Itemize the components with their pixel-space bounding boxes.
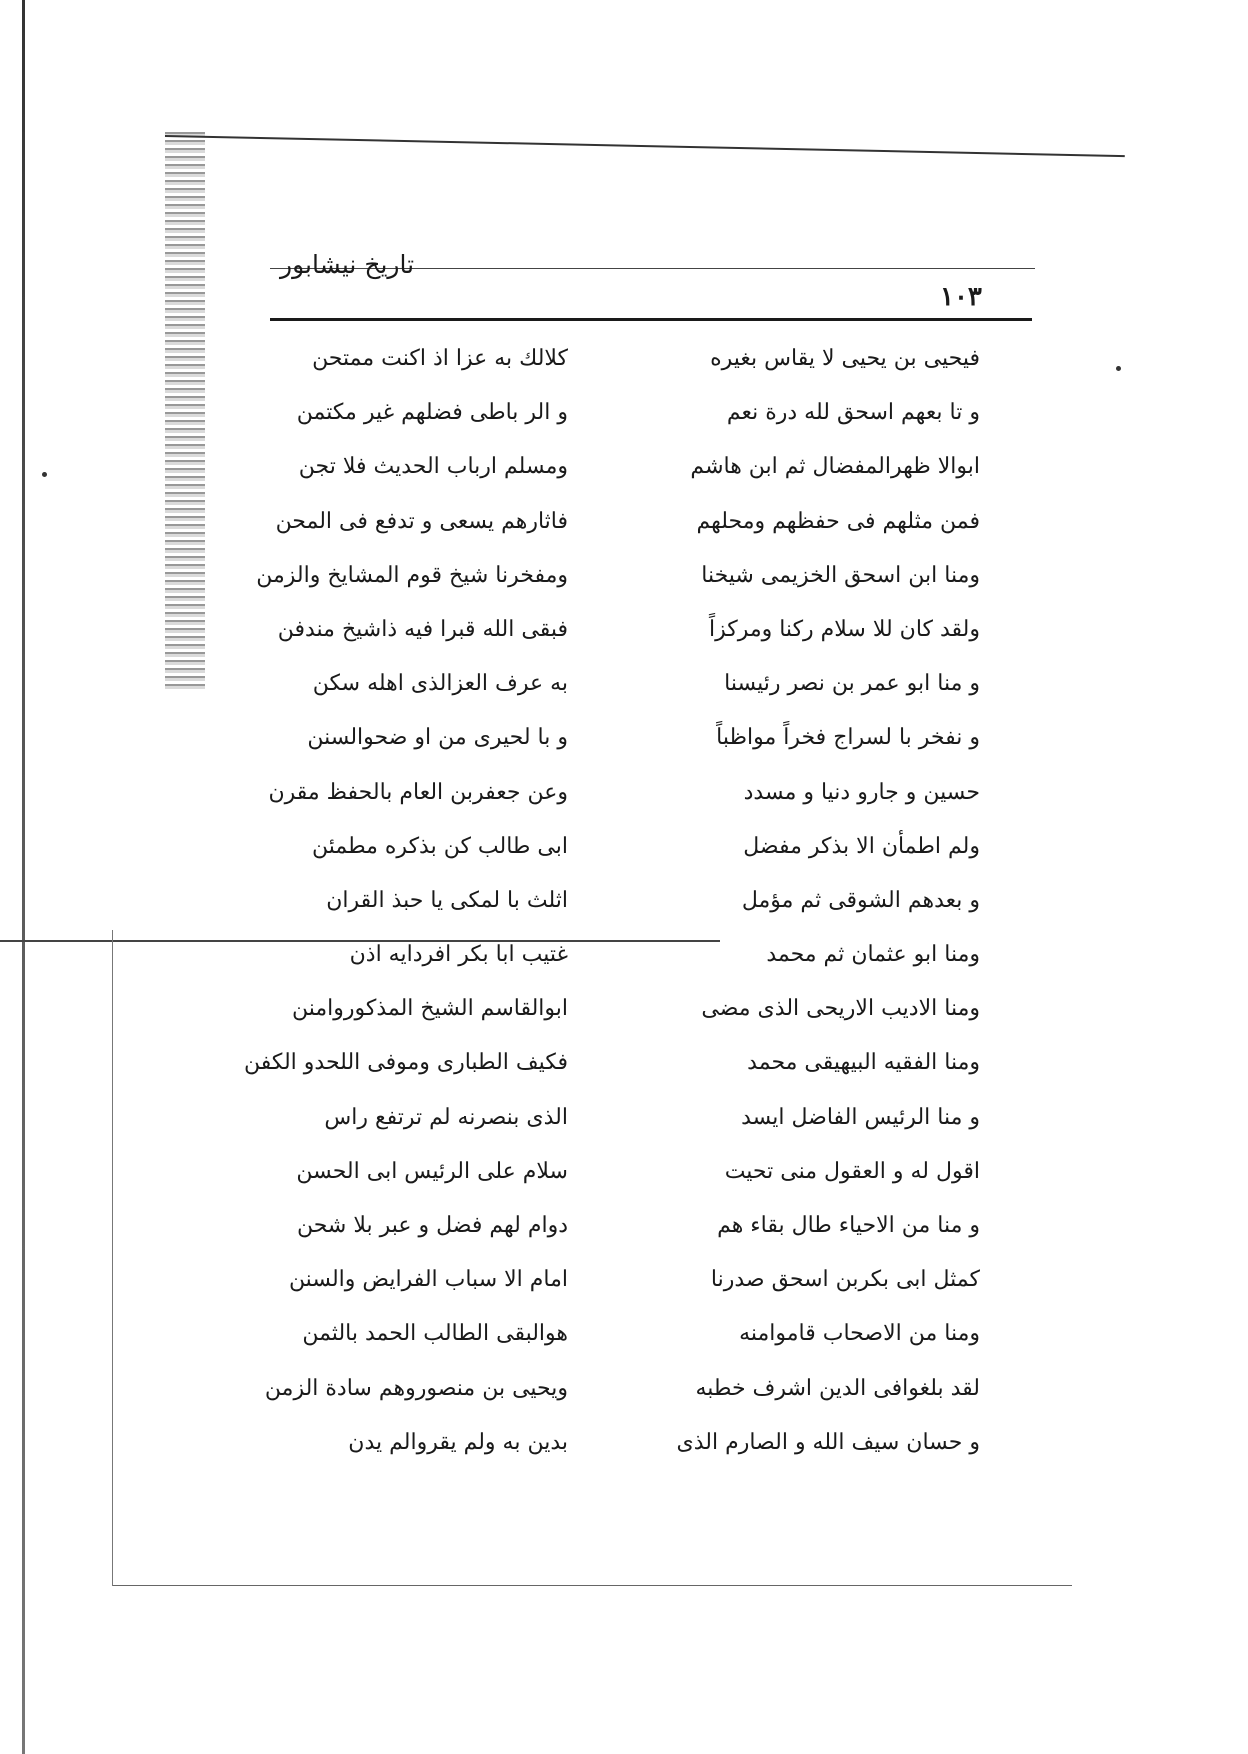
verse-line: ويحيى بن منصوروهم سادة الزمن	[264, 1375, 568, 1401]
verse-line: و منا من الاحياء طال بقاء هم	[717, 1213, 980, 1238]
verse-line: الذى بنصرنه لم ترتفع راس	[324, 1104, 568, 1130]
verse-line: ومسلم ارباب الحديث فلا تجن	[298, 454, 568, 480]
scan-shadow-corner	[165, 132, 205, 692]
running-head: تاريخ نيشابور	[280, 250, 415, 279]
verse-line: امام الا سباب الفرايض والسنن	[288, 1267, 568, 1293]
scan-left-edge	[112, 930, 113, 1586]
scan-bottom-edge	[112, 1585, 1072, 1586]
header-rule-bottom	[270, 318, 1032, 321]
verse-line: كلالك به عزا اذ اكنت ممتحن	[312, 346, 568, 371]
verse-line: ولم اطمأن الا بذكر مفضل	[743, 833, 980, 859]
verse-line: بدين به ولم يقروالم يدن	[348, 1429, 568, 1455]
verse-line: و منا الرئيس الفاضل ايسد	[741, 1104, 980, 1130]
verse-line: غتيب ابا بكر افردايه اذن	[349, 942, 568, 968]
verse-line: فاثارهم يسعى و تدفع فى المحن	[275, 508, 568, 534]
poem-right-column	[640, 332, 980, 1470]
verse-line: به عرف العزالذى اهله سكن	[312, 671, 568, 697]
verse-line: و حسان سيف الله و الصارم الذى	[676, 1429, 980, 1455]
verse-line: ومنا الاديب الاريحى الذى مضى	[701, 996, 980, 1022]
verse-line: فكيف الطبارى وموفى اللحدو الكفن	[243, 1050, 568, 1076]
verse-line: ولقد كان للا سلام ركنا ومركزاً	[708, 616, 980, 642]
poem-left-column	[243, 332, 568, 1470]
verse-line: ابى طالب كن بذكره مطمئن	[311, 833, 568, 859]
verse-line: فيحيى بن يحيى لا يقاس بغيره	[710, 346, 980, 371]
verse-line: و تا بعهم اسحق لله درة نعم	[726, 400, 980, 426]
verse-line: وعن جعفربن العام بالحفظ مقرن	[268, 779, 568, 805]
verse-line: سلام على الرئيس ابى الحسن	[296, 1158, 568, 1184]
verse-line: كمثل ابى بكربن اسحق صدرنا	[710, 1267, 980, 1293]
verse-line: اثلث با لمكى يا حبذ القران	[326, 887, 568, 913]
verse-line: هوالبقى الطالب الحمد بالثمن	[302, 1321, 568, 1347]
verse-line: دوام لهم فضل و عبر بلا شحن	[296, 1213, 568, 1238]
verse-line: و منا ابو عمر بن نصر رئيسنا	[724, 671, 980, 697]
verse-line: و با لحيرى من او ضحوالسنن	[307, 725, 568, 751]
verse-line: لقد بلغوافى الدين اشرف خطبه	[695, 1375, 980, 1401]
verse-line: ابوالا ظهرالمفضال ثم ابن هاشم	[690, 454, 980, 480]
verse-line: و الر باطى فضلهم غير مكتمن	[296, 400, 568, 426]
scan-speck	[42, 472, 47, 477]
verse-line: فمن مثلهم فى حفظهم ومحلهم	[696, 508, 980, 534]
page-number: ١٠٣	[940, 282, 982, 312]
verse-line: اقول له و العقول منى تحيت	[724, 1158, 980, 1184]
verse-line: فبقى الله قبرا فيه ذاشيخ مندفن	[277, 616, 568, 642]
verse-line: ومنا من الاصحاب قاموامنه	[739, 1321, 980, 1347]
verse-line: ابوالقاسم الشيخ المذكوروامنن	[291, 996, 568, 1022]
verse-line: ومفخرنا شيخ قوم المشايخ والزمن	[256, 562, 568, 588]
verse-line: حسين و جارو دنيا و مسدد	[743, 779, 980, 805]
verse-line: ومنا ابن اسحق الخزيمى شيخنا	[701, 562, 980, 588]
verse-line: ومنا ابو عثمان ثم محمد	[766, 942, 980, 968]
verse-line: و نفخر با لسراج فخراً مواظباً	[716, 725, 980, 751]
scan-top-edge	[165, 135, 1125, 157]
scan-speck	[1116, 366, 1121, 371]
verse-line: و بعدهم الشوقى ثم مؤمل	[741, 887, 980, 913]
scan-edge-left	[22, 0, 25, 1754]
verse-line: ومنا الفقيه البيهيقى محمد	[747, 1050, 980, 1076]
